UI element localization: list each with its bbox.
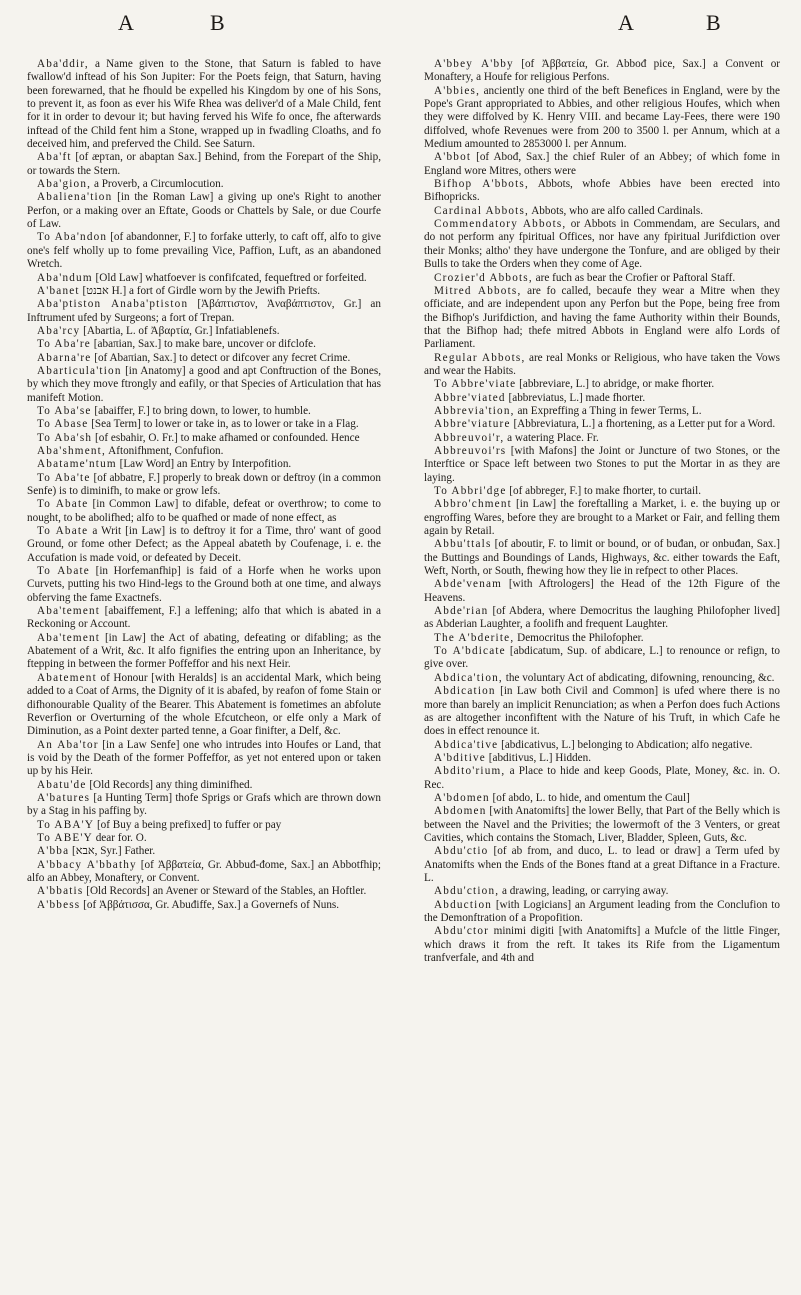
entry-headword: Bifhop A'bbots, <box>434 178 529 191</box>
entry-headword: Abdu'ctor <box>434 925 490 938</box>
dictionary-entry <box>424 885 780 898</box>
dictionary-entry <box>27 405 381 418</box>
entry-headword: To Abase <box>37 418 89 431</box>
dictionary-entry <box>424 605 780 632</box>
entry-definition: [in Horfemanfhip] is faid of a Horfe when he works upon Curvets, putting his two Hind-legs to the Ground both at one time, and always obferving the fame Exactnefs. <box>27 565 382 604</box>
dictionary-entry <box>424 445 780 485</box>
entry-definition: an Expreffing a Thing in fewer Terms, L. <box>517 404 702 417</box>
entry-definition: the voluntary Act of abdicating, difowning, renouncing, &c. <box>505 671 775 684</box>
dictionary-entry <box>424 645 780 672</box>
entry-headword: Aba'tement <box>37 605 101 618</box>
dictionary-entry <box>27 565 381 605</box>
dictionary-entry <box>424 151 780 178</box>
entry-definition: Aftonifhment, Confufion. <box>108 444 224 457</box>
entry-definition: [Abbreviatura, L.] a fhortening, as a Letter put for a Word. <box>513 418 776 431</box>
entry-headword: Abarna're <box>37 351 92 364</box>
dictionary-entry <box>424 85 780 152</box>
entry-definition: [in Law both Civil and Common] is ufed where there is no more than barely an implicit Renunciation; as when a Perfon does fuch Actions as are altogether inconfiftent with the Nature of his Truft, in which Cafe he does in effect renounce it. <box>424 685 780 738</box>
entry-definition: Democritus the Philofopher. <box>517 631 644 644</box>
entry-headword: A'bba <box>37 845 70 858</box>
entry-headword: Aba'gion, <box>37 178 92 191</box>
entry-definition: a Name given to the Stone, that Saturn is fabled to have fwallow'd inftead of his Son Jupiter: For the Poets feign, that Saturn, having been forewarned, that he fhould be expelled his Kingdom by one of his Sons, to prevent it, as foon as ever his Wife Rhea was deliver'd of a Male Child, fent for it in order to devour it; but having ferved his Wife fo once, fhe afterwards inftead of the Child fent him a Stone, wrapped up in fwadling Cloaths, and fo deceived him, and preferved the Child. See Saturn. <box>27 58 382 151</box>
entry-headword: The A'bderite, <box>434 631 515 644</box>
dictionary-entry <box>27 325 381 338</box>
entry-definition: a Place to hide and keep Goods, Plate, Money, &c. in. O. Rec. <box>424 765 780 791</box>
entry-headword: Abbreuvoi'r, <box>434 431 505 444</box>
entry-headword: Abbro'chment <box>434 498 512 511</box>
entry-headword: Abdu'ction, <box>434 885 500 898</box>
entry-definition: [abdicatum, Sup. of abdicare, L.] to renounce or refign, to give over. <box>424 645 781 671</box>
entry-headword: To Aba're <box>37 338 91 351</box>
entry-definition: [of esbahir, O. Fr.] to make afhamed or confounded. Hence <box>95 431 360 444</box>
entry-headword: To Abate <box>37 565 90 578</box>
dictionary-entry <box>424 392 780 405</box>
running-head-right-a: A <box>618 10 635 35</box>
entry-definition: [of Abaπian, Sax.] to detect or difcover any fecret Crime. <box>94 351 351 364</box>
dictionary-entry <box>424 538 780 578</box>
dictionary-entry <box>424 498 780 538</box>
dictionary-entry <box>27 779 381 792</box>
running-head-left-a: A <box>118 10 135 35</box>
entry-definition: [in Common Law] to difable, defeat or overthrow; to come to nought, to be abolifhed; alfo to be quafhed or made of none effect, as <box>27 498 382 524</box>
entry-headword: Abduction <box>434 898 493 911</box>
dictionary-entry <box>424 205 780 218</box>
entry-headword: Abaliena'tion <box>37 191 113 204</box>
entry-definition: [of abbreger, F.] to make fhorter, to curtail. <box>509 485 702 497</box>
entry-headword: Aba'ndum <box>37 271 93 284</box>
entry-headword: To Abate <box>37 525 89 538</box>
entry-definition: [in a Law Senfe] one who intrudes into Houfes or Land, that is void by the Death of the former Poffeffor, as yet not entered upon or taken up by his Heir. <box>27 738 382 778</box>
entry-definition: [of abdo, L. to hide, and omentum the Caul] <box>492 791 690 804</box>
dictionary-entry <box>27 285 381 298</box>
entry-definition: [of Ἀββατεία, Gr. Abbođ pice, Sax.] a Convent or Monaftery, a Houfe for religious Perfons. <box>424 58 781 84</box>
entry-headword: To Abbri'dge <box>434 485 507 497</box>
entry-definition: [Old Records] an Avener or Steward of the Stables, an Hoftler. <box>86 885 367 898</box>
entry-definition: minimi digiti [with Anatomifts] a Mufcle of the little Finger, which draws it from the reft. It takes its Rife from the Ligamentum tranfverfale, and 4th and <box>424 925 781 965</box>
dictionary-entry <box>424 178 780 205</box>
dictionary-entry <box>27 191 381 231</box>
entry-headword: A'bditive <box>434 751 486 764</box>
dictionary-entry <box>27 845 381 858</box>
entry-definition: [in the Roman Law] a giving up one's Right to another Perfon, or a making over an Eftate, Goods or Chattels by Sale, or due Courfe of Law. <box>27 191 381 231</box>
dictionary-entry <box>424 925 780 965</box>
dictionary-entry <box>424 578 780 605</box>
dictionary-entry <box>27 365 381 405</box>
entry-headword: Abdu'ctio <box>434 845 489 858</box>
entry-headword: To ABE'Y <box>37 831 93 844</box>
entry-definition: are real Monks or Religious, who have taken the Vows and wear the Habits. <box>424 351 780 377</box>
entry-definition: [of Ἀββατεία, Gr. Abbuđ-đome, Sax.] an Abbotfhip; alfo an Abbey, Monaftery, or Convent. <box>27 858 381 884</box>
entry-definition: of Honour [with Heralds] is an accidental Mark, which being added to a Coat of Arms, the Dignity of it is abafed, by reafon of fome Stain or difhonourable Quality of the Bearer. This Abatement is fometimes an abfolute Reverfion or Overturning of the whole Efcutcheon, or elfe only a Mark of Diminution, as a Point dexter parted tenne, a Goar finifter, a Delf, &c. <box>27 671 382 738</box>
dictionary-entry <box>27 472 381 499</box>
entry-definition: a Proverb, a Circumlocution. <box>93 178 224 191</box>
dictionary-entry <box>424 272 780 285</box>
entry-definition: Abbots, who are alfo called Cardinals. <box>531 204 704 217</box>
dictionary-entry <box>424 378 780 391</box>
entry-headword: Aba'tement <box>37 631 101 644</box>
entry-definition: anciently one third of the beft Benefices in England, were by the Pope's Grant appropriated to Abbies, and other religious Houfes, which when they were diffolved by K. Henry VIII. and became Lay-Fees, there were 190 diffolved, whofe Revenues were from 200 to 3500 l. per Annum, which at a Medium amounted to 2853000 l. per Annum. <box>424 84 780 151</box>
entry-definition: [Old Records] any thing diminifhed. <box>89 778 253 791</box>
entry-headword: Abdito'rium, <box>434 765 506 778</box>
entry-definition: [of Ἀββάτισσα, Gr. Abuđiffe, Sax.] a Governefs of Nuns. <box>83 898 340 911</box>
entry-definition: Abbots, whofe Abbies have been erected into Bifhopricks. <box>424 178 780 204</box>
dictionary-entry <box>424 765 780 792</box>
dictionary-entry <box>27 525 381 565</box>
entry-headword: An Aba'tor <box>37 738 99 751</box>
dictionary-entry <box>27 58 381 151</box>
dictionary-entry <box>27 298 381 325</box>
dictionary-entry <box>27 632 381 672</box>
dictionary-entry <box>27 792 381 819</box>
entry-definition: [Law Word] an Entry by Interpofition. <box>119 458 292 471</box>
entry-headword: Abdica'tion, <box>434 671 503 684</box>
dictionary-entry <box>27 352 381 365</box>
entry-headword: Cardinal Abbots, <box>434 204 530 217</box>
entry-definition: [of abbatre, F.] properly to break down or deftroy (in a common Senfe) is to diminifh, to make or grow lefs. <box>27 471 381 497</box>
dictionary-entry <box>424 899 780 926</box>
entry-headword: A'batures <box>37 791 91 804</box>
entry-headword: Aba'ptiston Anaba'ptiston <box>37 298 189 311</box>
dictionary-entry <box>27 819 381 832</box>
entry-definition: [of ab from, and duco, L. to lead or draw] a Term ufed by Anatomifts when the Ends of the Bones ftand at a great Diftance in a Fracture. L. <box>424 845 780 884</box>
entry-headword: A'bbess <box>37 898 81 911</box>
entry-headword: Aba'shment, <box>37 444 106 457</box>
entry-definition: [abaiffement, F.] a leffening; alfo that which is abated in a Reckoning or Account. <box>27 605 382 631</box>
entry-headword: Abatame'ntum <box>37 458 117 471</box>
dictionary-entry <box>424 792 780 805</box>
entry-definition: a Writ [in Law] is to deftroy it for a Time, thro' want of good Ground, or fome other Defect; as the Appeal abateth by Coufenage, i. e. the Accufation is made void, or defeated by Deceit. <box>27 525 381 564</box>
entry-headword: Aba'ddir, <box>37 58 89 70</box>
dictionary-entry <box>424 352 780 379</box>
dictionary-entry <box>424 218 780 271</box>
entry-definition: [of aboutir, F. to limit or bound, or of buđan, or onbuđan, Sax.] the Buttings and Boundings of Lands, Highways, &c. either towards the Eaft, Weft, North, or South, fhewing how they lie in refpect to other Places. <box>424 538 780 578</box>
dictionary-entry <box>424 405 780 418</box>
entry-definition: [Old Law] whatfoever is confifcated, fequeftred or forfeited. <box>95 271 367 284</box>
entry-definition: a drawing, leading, or carrying away. <box>502 885 669 898</box>
entry-definition: [of Abođ, Sax.] the chief Ruler of an Abbey; of which fome in England wore Mitres, others were <box>424 151 780 177</box>
entry-headword: A'bbies, <box>434 84 481 97</box>
entry-headword: Abde'venam <box>434 578 503 591</box>
entry-definition: [Abartia, L. of Ἀβαρτία, Gr.] Infatiablenefs. <box>83 324 280 337</box>
entry-definition: [abdicativus, L.] belonging to Abdication; alfo negative. <box>501 738 753 751</box>
dictionary-entry <box>27 151 381 178</box>
entry-definition: [אבא, Syr.] Father. <box>72 845 156 858</box>
dictionary-entry <box>27 445 381 458</box>
entry-headword: To Aba'sh <box>37 431 93 444</box>
entry-definition: are fo called, becaufe they wear a Mitre when they officiate, and are independent upon any Perfon but the Pope, being free from the Bifhop's Jurifdiction, and having the fame Authority within their Bounds, that the Bifhop had; thefe mitred Abbots in England were alfo Lords of Parliament. <box>424 284 780 351</box>
entry-headword: Commendatory Abbots, <box>434 218 567 231</box>
entry-headword: Abbrevia'tion, <box>434 404 515 417</box>
dictionary-entry <box>424 672 780 685</box>
dictionary-entry <box>424 432 780 445</box>
entry-definition: [in Anatomy] a good and apt Conftruction of the Bones, by which they move ftrongly and eafily, or that Species of Articulation that has manifeft Motion. <box>27 364 382 404</box>
dictionary-entry <box>27 231 381 271</box>
entry-definition: [abaπian, Sax.] to make bare, uncover or difclofe. <box>93 338 316 351</box>
entry-headword: Abdomen <box>434 805 487 818</box>
entry-headword: A'bbot <box>434 151 472 164</box>
entry-definition: [of æpτan, or abaptan Sax.] Behind, from the Forepart of the Ship, or towards the Stern. <box>27 151 382 177</box>
entry-headword: To Abbre'viate <box>434 378 517 391</box>
dictionary-entry <box>27 859 381 886</box>
entry-headword: Mitred Abbots, <box>434 284 522 297</box>
entry-definition: [אבנט H.] a fort of Girdle worn by the Jewifh Priefts. <box>82 284 321 297</box>
dictionary-entry <box>27 899 381 912</box>
dictionary-entry <box>424 632 780 645</box>
entry-definition: [of Abdera, where Democritus the laughing Philofopher lived] as Abderian Laughter, a foolifh and frequent Laughter. <box>424 605 780 631</box>
entry-headword: To Abate <box>37 498 89 511</box>
dictionary-entry <box>424 285 780 352</box>
running-head <box>0 10 801 46</box>
entry-headword: Abbreuvoi'rs <box>434 444 507 457</box>
entry-definition: [of Buy a being prefixed] to fuffer or pay <box>96 818 282 831</box>
entry-headword: Abbre'viated <box>434 391 506 404</box>
dictionary-entry <box>424 58 780 85</box>
dictionary-entry <box>27 885 381 898</box>
dictionary-entry <box>424 685 780 738</box>
entry-headword: Abde'rian <box>434 605 489 618</box>
entry-definition: [abaiffer, F.] to bring down, to lower, to humble. <box>94 404 311 417</box>
entry-definition: [with Anatomifts] the lower Belly, that Part of the Belly which is between the Navel and the Privities; the lowermoft of the 3 Venters, or great Cavities, which contains the Stomach, Liver, Bladder, Spleen, Guts, &c. <box>424 805 780 844</box>
dictionary-entry <box>27 605 381 632</box>
running-head-right-b: B <box>706 10 722 35</box>
entry-headword: Abdica'tive <box>434 738 499 751</box>
entry-headword: To Aba'se <box>37 404 92 417</box>
entry-headword: A'bbey A'bby <box>434 58 514 70</box>
entry-headword: Regular Abbots, <box>434 351 526 364</box>
entry-headword: Abdication <box>434 685 496 698</box>
dictionary-entry <box>27 672 381 739</box>
entry-definition: [abditivus, L.] Hidden. <box>488 751 591 764</box>
dictionary-entry <box>27 418 381 431</box>
entry-definition: [of abandonner, F.] to forfake utterly, to caft off, alfo to give one's felf wholly up to fome prevailing Vice, Paffion, Luft, as an abandoned Wretch. <box>27 231 381 271</box>
entry-headword: Aba'rcy <box>37 324 81 337</box>
entry-definition: [with Mafons] the Joint or Juncture of two Stones, or the Interftice or Space left between two Stones to put the Mortar in as they are laying. <box>424 444 780 484</box>
dictionary-entry <box>27 498 381 525</box>
dictionary-entry <box>424 752 780 765</box>
entry-headword: A'bbatis <box>37 885 84 898</box>
entry-definition: [Ἀβάπτιστον, Ἀναβάπτιστον, Gr.] an Inftrument ufed by Surgeons; a fort of Trepan. <box>27 298 381 324</box>
entry-definition: [with Aftrologers] the Head of the 12th Figure of the Heavens. <box>424 578 781 604</box>
dictionary-entry <box>27 338 381 351</box>
entry-definition: [abbreviare, L.] to abridge, or make fhorter. <box>519 378 715 391</box>
entry-headword: To Aba'ndon <box>37 231 108 244</box>
entry-headword: Aba'ft <box>37 151 72 164</box>
dictionary-entry <box>424 845 780 885</box>
entry-headword: Abbu'ttals <box>434 538 492 551</box>
running-head-left-b: B <box>210 10 226 35</box>
entry-headword: Abatement <box>37 671 97 684</box>
entry-headword: To ABA'Y <box>37 818 95 831</box>
dictionary-entry <box>27 832 381 845</box>
entry-headword: To Aba'te <box>37 471 91 484</box>
entry-definition: dear for. O. <box>95 831 147 844</box>
entry-headword: A'bdomen <box>434 791 490 804</box>
entry-definition: are fuch as bear the Crofier or Paftoral Staff. <box>535 271 736 284</box>
entry-headword: Abatu'de <box>37 778 87 791</box>
dictionary-entry <box>27 432 381 445</box>
entry-headword: A'banet <box>37 284 80 297</box>
entry-definition: [with Logicians] an Argument leading from the Conclufion to the Demonftration of a Propofition. <box>424 898 780 924</box>
entry-definition: or Abbots in Commendam, are Seculars, and do not perform any fpiritual Offices, nor have any fpiritual Jurifdiction over their Monks; altho' they have undergone the Tonfure, and are obliged by their Bulls to take the Orders when they come of Age. <box>424 218 781 271</box>
entry-definition: [abbreviatus, L.] made fhorter. <box>508 391 646 404</box>
entry-definition: a watering Place. Fr. <box>507 431 599 444</box>
dictionary-entry <box>424 805 780 845</box>
dictionary-entry <box>27 178 381 191</box>
dictionary-entry <box>424 739 780 752</box>
entry-headword: Crozier'd Abbots, <box>434 271 533 284</box>
entry-headword: Abarticula'tion <box>37 364 122 377</box>
entry-headword: To A'bdicate <box>434 645 506 658</box>
entry-definition: [in Law] the foreftalling a Market, i. e. the buying up or engroffing Wares, before they are brought to a Market or Fair, and felling them again by Retail. <box>424 498 780 538</box>
entry-definition: [Sea Term] to lower or take in, as to lower or take in a Flag. <box>91 418 359 431</box>
entry-definition: [in Law] the Act of abating, defeating or difabling; as the Abatement of a Writ, &c. It alfo fignifies the entring upon an Inheritance, by ftepping in between the former Poffeffor and his next Heir. <box>27 631 381 671</box>
dictionary-entry <box>27 272 381 285</box>
dictionary-entry <box>27 739 381 779</box>
left-column <box>27 58 381 912</box>
entry-headword: Abbre'viature <box>434 418 511 431</box>
right-column <box>424 58 780 965</box>
entry-headword: A'bbacy A'bbathy <box>37 858 137 871</box>
dictionary-entry <box>424 485 780 498</box>
dictionary-entry <box>424 418 780 431</box>
dictionary-entry <box>27 458 381 471</box>
entry-definition: [a Hunting Term] thofe Sprigs or Grafs which are thrown down by a Stag in his paffing by. <box>27 791 382 818</box>
